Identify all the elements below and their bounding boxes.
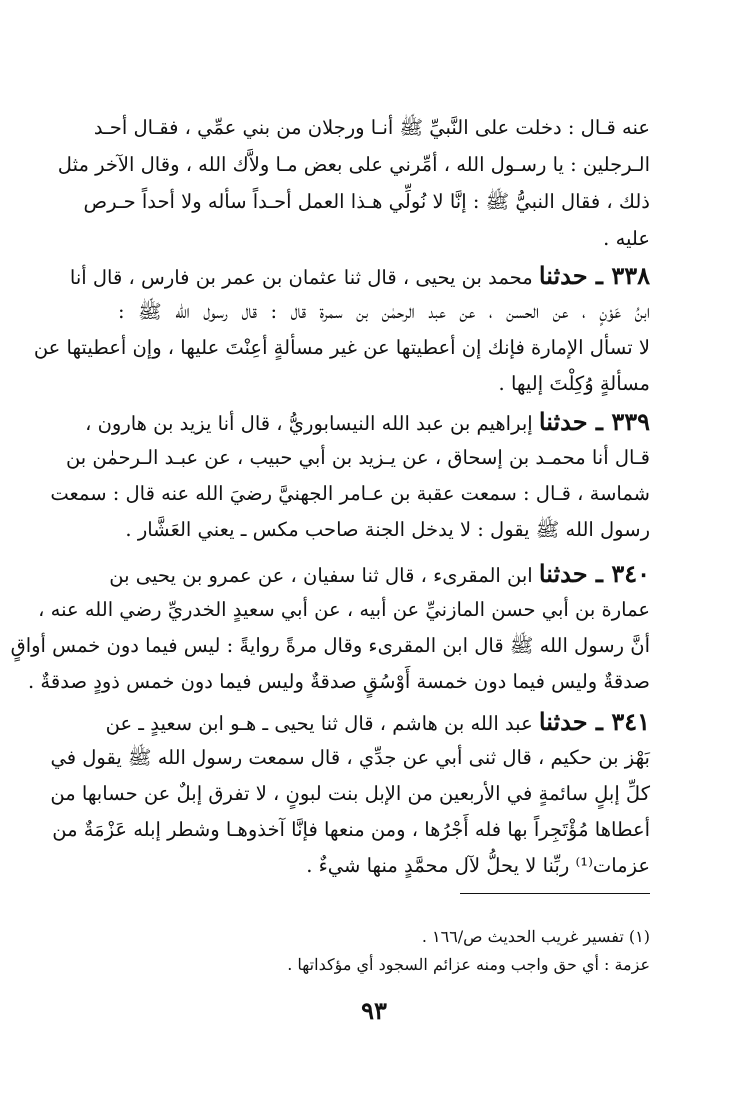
text-line: عبد الله بن هاشم ، قال ثنا يحيى ـ هـو ابن سعيدٍ ـ عن <box>105 712 533 735</box>
text-line: كلِّ إبلٍ سائمةٍ في الأربعين من الإبل بنت لبونٍ ، لا تفرق إبلٌ عن حسابها من <box>50 782 650 805</box>
hadith-number: ٣٤١ <box>611 707 650 736</box>
text-line: أنَّ رسول الله ﷺ قال ابن المقرىء وقال مرةً روايةً : ليس فيما دون خمس أواقٍ <box>10 634 650 657</box>
text-line: محمد بن يحيى ، قال ثنا عثمان بن عمر بن فارس ، قال أنا <box>69 266 533 289</box>
text-line: شماسة ، قـال : سمعت عقبة بن عـامر الجهنيَّ رضيَ الله عنه قال : سمعت <box>50 482 650 505</box>
text-line: ذلك ، فقال النبيُّ ﷺ : إنَّا لا نُولِّي هـذا العمل أحـداً سأله ولا أحداً حـرص <box>83 190 650 213</box>
hadith-label: حدثنا <box>538 559 588 588</box>
text-line: مسألةٍ وُكِلْتَ إليها . <box>498 372 650 395</box>
page-number: ٩٣ <box>361 996 387 1025</box>
text-line: عليه . <box>603 227 650 250</box>
hadith-340-first-line: ٣٤٠ ـ حدثنا ابن المقرىء ، قال ثنا سفيان ، عن عمرو بن يحيى بن <box>109 559 650 588</box>
hadith-339-first-line: ٣٣٩ ـ حدثنا إبراهيم بن عبد الله النيسابوريُّ ، قال أنا يزيد بن هارون ، <box>85 407 650 436</box>
text-line: عمارة بن أبي حسن المازنيِّ عن أبيه ، عن أبي سعيدٍ الخدريِّ رضي الله عنه ، <box>38 598 650 621</box>
text-line: ابن المقرىء ، قال ثنا سفيان ، عن عمرو بن يحيى بن <box>109 564 533 587</box>
text-line: الـرجلين : يا رسـول الله ، أمِّرني على بعض مـا ولاَّك الله ، وقال الآخر مثل <box>57 153 650 176</box>
text-line: قـال أنا محمـد بن إسحاق ، عن يـزيد بن أبي حبيب ، عن عبـد الـرحمٰن بن <box>65 446 650 469</box>
hadith-label: حدثنا <box>538 261 588 290</box>
text-line: عنه قـال : دخلت على النَّبيِّ ﷺ أنـا ورجلان من بني عمِّي ، فقـال أحـد <box>93 116 650 139</box>
hadith-number: ٣٣٨ <box>611 261 650 290</box>
text-line: أعطاها مُؤْتَجِراً بها فله أَجْرُها ، ومن منعها فإنَّا آخذوهـا وشطر إبله عَزْمَةٌ من <box>52 818 650 841</box>
text-line: صدقةٌ وليس فيما دون خمسة أَوْسُقٍ صدقةٌ وليس فيما دون خمس ذودٍ صدقةٌ . <box>28 670 650 693</box>
text-line: إبراهيم بن عبد الله النيسابوريُّ ، قال أنا يزيد بن هارون ، <box>85 412 533 435</box>
text-line: رسول الله ﷺ يقول : لا يدخل الجنة صاحب مكس ـ يعني العَشَّار . <box>125 518 650 541</box>
hadith-338-first-line: ٣٣٨ ـ حدثنا محمد بن يحيى ، قال ثنا عثمان بن عمر بن فارس ، قال أنا <box>69 261 650 290</box>
hadith-number: ٣٤٠ <box>611 559 650 588</box>
hadith-label: حدثنا <box>538 407 588 436</box>
footnote: عزمة : أي حق واجب ومنه عزائم السجود أي مؤكداتها . <box>287 955 650 974</box>
footnote: (١) تفسير غريب الحديث ص/١٦٦ . <box>421 927 650 946</box>
hadith-341-first-line: ٣٤١ ـ حدثنا عبد الله بن هاشم ، قال ثنا يحيى ـ هـو ابن سعيدٍ ـ عن <box>105 707 650 736</box>
text-line: بَهْز بن حكيم ، قال ثنى أبي عن جدِّي ، قال سمعت رسول الله ﷺ يقول في <box>50 746 650 769</box>
text-line: لا تسأل الإمارة فإنك إن أعطيتها عن غير مسألةٍ أعِنْتَ عليها ، وإن أعطيتها عن <box>33 336 650 359</box>
text-line: عزمات⁽¹⁾ ربِّنا لا يحلُّ لآل محمَّدٍ منها شيءٌ . <box>306 854 650 877</box>
hadith-number: ٣٣٩ <box>611 407 650 436</box>
footnote-divider <box>460 893 650 894</box>
text-line: ابنُ عَوْنٍ ، عن الحسن ، عن عبد الرحمٰن بن سمرة قال : قال رسول الله ﷺ : <box>118 300 650 323</box>
hadith-label: حدثنا <box>538 707 588 736</box>
